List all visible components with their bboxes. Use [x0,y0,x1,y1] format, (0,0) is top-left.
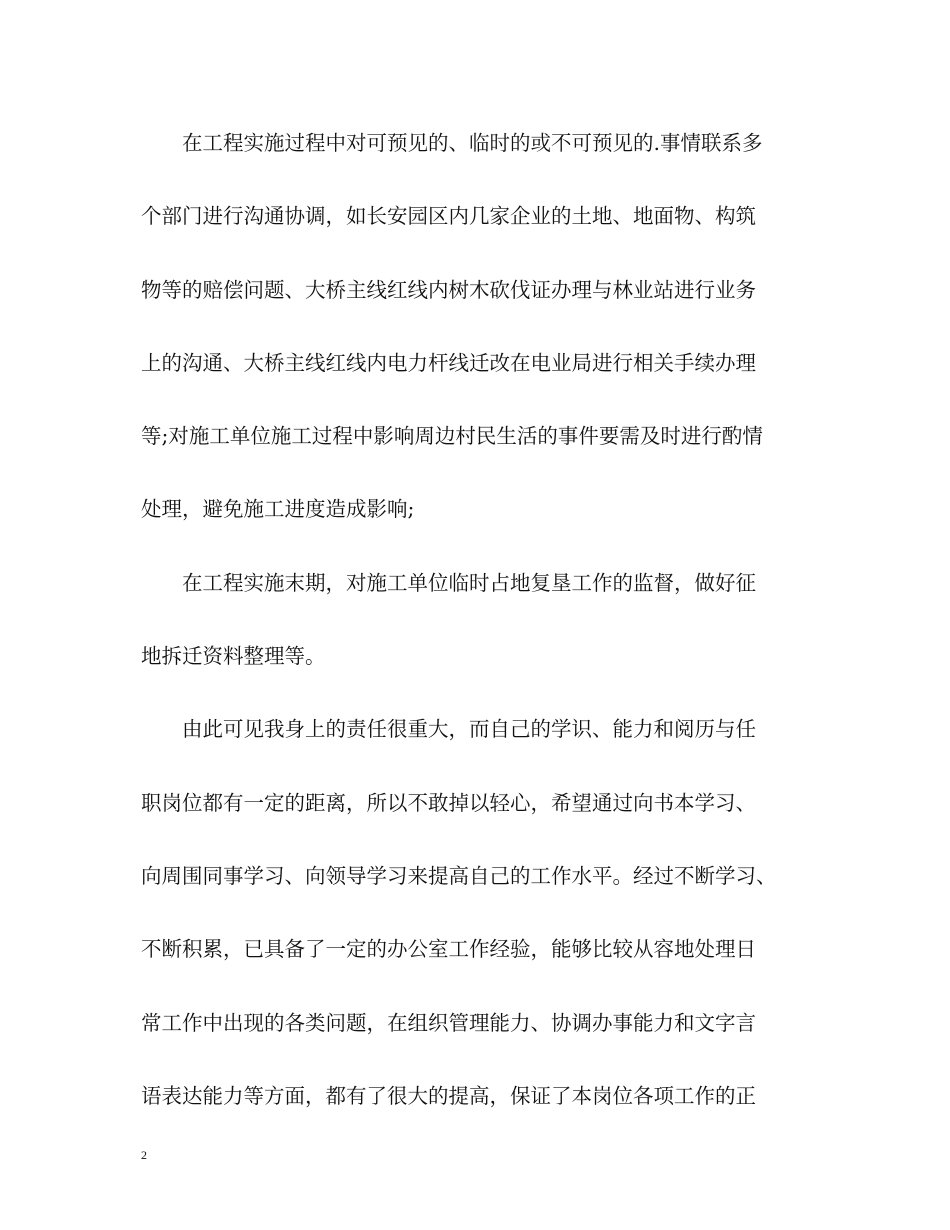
paragraph-line: 职岗位都有一定的距离，所以不敢掉以轻心，希望通过向书本学习、 [141,790,756,815]
paragraph-line: 常工作中出现的各类问题，在组织管理能力、协调办事能力和文字言 [141,1010,756,1035]
paragraph-line: 等;对施工单位施工过程中影响周边村民生活的事件要需及时进行酌情 [141,424,763,449]
paragraph-line: 个部门进行沟通协调，如长安园区内几家企业的土地、地面物、构筑 [141,204,756,229]
paragraph-line: 处理，避免施工进度造成影响; [141,497,415,522]
page-number: 2 [141,1148,147,1162]
paragraph-line: 在工程实施末期，对施工单位临时占地复垦工作的监督，做好征 [182,570,756,595]
paragraph-line: 不断积累，已具备了一定的办公室工作经验，能够比较从容地处理日 [141,937,756,962]
paragraph-line: 上的沟通、大桥主线红线内电力杆线迁改在电业局进行相关手续办理 [141,350,756,375]
paragraph-line: 由此可见我身上的责任很重大，而自己的学识、能力和阅历与任 [182,717,756,742]
paragraph-line: 地拆迁资料整理等。 [141,644,326,669]
body-text [141,126,811,1152]
paragraph-line: 向周围同事学习、向领导学习来提高自己的工作水平。经过不断学习、 [141,863,777,888]
paragraph-line: 语表达能力等方面，都有了很大的提高，保证了本岗位各项工作的正 [141,1083,756,1108]
paragraph-line: 在工程实施过程中对可预见的、临时的或不可预见的.事情联系多 [182,131,763,155]
paragraph-line: 物等的赔偿问题、大桥主线红线内树木砍伐证办理与林业站进行业务 [141,277,756,302]
